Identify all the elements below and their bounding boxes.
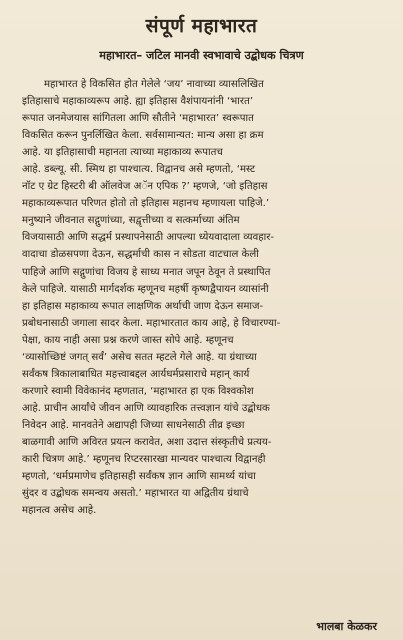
article-line: महाभारत हे विकसित होत गेलेले ‘जय’ नावाच्या व्यासलिखित (44, 79, 264, 90)
article-line: केले पाहिजे. यासाठी मार्गदर्शक म्हणूनच महर्षी कृष्णद्वैपायन व्यासांनी (22, 283, 269, 295)
article-line: नॉट ए ग्रेट हिस्टरी बी ऑलवेज अॅन एपिक ?’ म्हणजे, ‘जो इतिहास (22, 181, 268, 193)
article-line: ‘व्यासोच्छिष्टं जगत् सर्वं’ असेच सतत म्हटले गेले आहे. या ग्रंथाच्या (22, 351, 257, 363)
article-line: हा इतिहास महाकाव्य रूपात लाक्षणिक अर्थाची जाण देऊन समाज- (22, 300, 264, 312)
article-line: महानत्व असेच आहे. (22, 505, 97, 517)
article-line: सर्वंकष त्रिकालाबाधित महत्त्वाबद्दल आर्यधर्मप्रसाराचे महान् कार्य (22, 368, 250, 380)
article-line: बाळगावी आणि अविरत प्रयत्न करावेत, अशा उदात्त संस्कृतीचे प्रत्यय- (22, 436, 272, 448)
article-body (22, 76, 381, 519)
article-line: विजयासाठी आणि सद्धर्म प्रस्थापनेसाठी आपल्या ध्येयवादाला व्यवहार- (22, 232, 275, 244)
article-line: मनुष्याने जीवनात सद्गुणांच्या, सद्वृत्तीच्या व सत्कर्माच्या अंतिम (22, 215, 240, 227)
article-line: कारी चित्रण आहे.’ म्हणूनच रिप्टरसारखा मान्यवर पाश्चात्य विद्वानही (22, 454, 266, 466)
article-line: आहे. प्राचीन आर्यांचे जीवन आणि व्यावहारिक तत्त्वज्ञान यांचे उद्बोधक (22, 402, 270, 414)
article-line: पेक्षा, काय नाही असा प्रश्न करणे जास्त सोपे आहे. म्हणूनच (22, 334, 234, 346)
article-line: वादाचा डोळसपणा देऊन, सद्धर्माची कास न सोडता वाटचाल केली (22, 249, 259, 261)
article-line: सुंदर व उद्बोधक समन्वय असतो.’ महाभारत या अद्वितीय ग्रंथाचे (22, 488, 249, 500)
article-line: म्हणतो, ‘धर्मप्रमाणेच इतिहासही सर्वंकष ज्ञान आणि सामर्थ्य यांचा (22, 471, 256, 483)
article-line: प्रबोधनासाठी जगाला सादर केला. महाभारतात काय आहे, हे विचारण्या- (22, 317, 281, 329)
article-line: पाहिजे आणि सद्गुणांचा विजय हे साध्य मनात जपून ठेवून ते प्रस्थापित (22, 266, 271, 278)
article-line: आहे. या इतिहासाची महानता त्याच्या महाकाव्य रूपातच (22, 147, 223, 159)
article-line: रूपात जनमेजयास सांगितला आणि सौतीने ‘महाभारत’ स्वरूपात (22, 113, 254, 125)
article-line: निवेदन आहे. मानवतेने अद्यापही जिच्या साधनेसाठी तीव्र इच्छा (22, 419, 245, 431)
author-byline: भालबा केळकर (316, 620, 377, 633)
article-line: महाकाव्यरूपात परिणत होतो तो इतिहास महानच म्हणायला पाहिजे.’ (22, 198, 270, 210)
article-title: संपूर्ण महाभारत (145, 15, 258, 37)
article-line: करणारे स्वामी विवेकानंद म्हणतात, ‘महाभारत हा एक विश्वकोश (22, 385, 254, 397)
article-line: आहे. डब्ल्यू. सी. स्मिथ हा पाश्चात्य. विद्वानच असे म्हणतो, ‘मस्ट (22, 164, 256, 176)
article-line: इतिहासाचे महाकाव्यरूप आहे. ह्या इतिहास वैशंपायनांनी ‘भारत’ (22, 96, 254, 108)
article-line: विकसित करून पुनर्लिखित केला. सर्वसामान्यत: मान्य असा हा क्रम (22, 130, 264, 142)
article-subtitle: महाभारत– जटिल मानवी स्वभावाचे उद्बोधक चित्रण (99, 49, 304, 62)
